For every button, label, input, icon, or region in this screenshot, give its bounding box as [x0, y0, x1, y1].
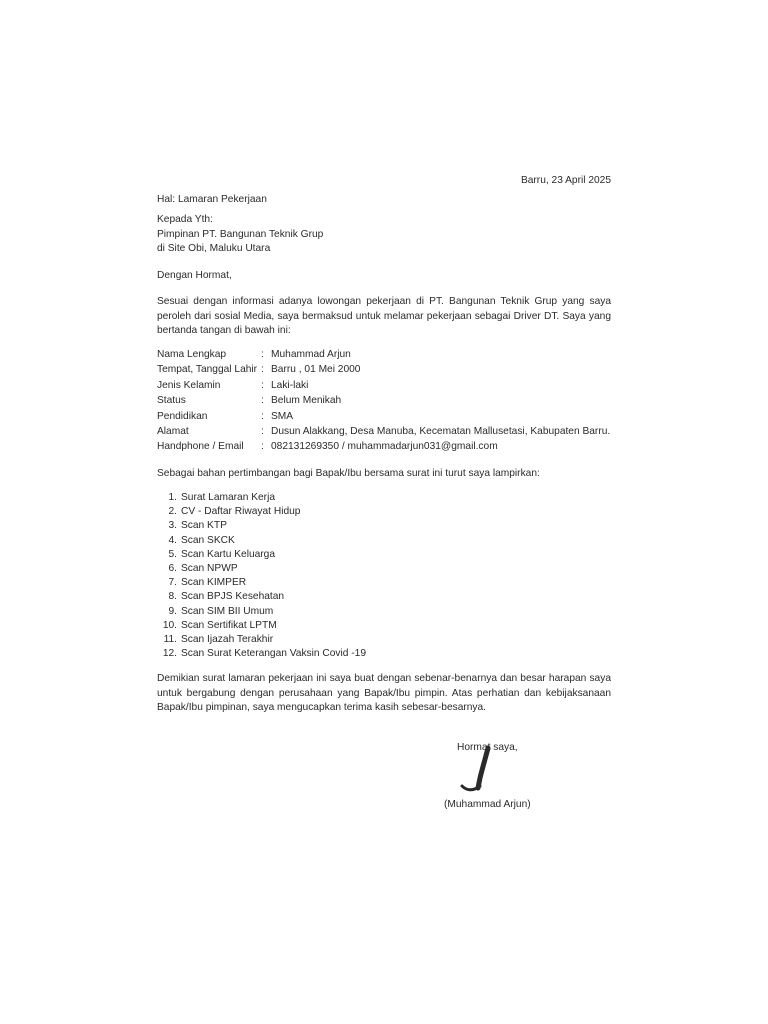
identity-value: Dusun Alakkang, Desa Manuba, Kecematan Mallusetasi, Kabupaten Barru. — [271, 425, 611, 437]
attachment-text: Scan SIM BII Umum — [181, 605, 274, 617]
attachment-number: 10. — [162, 619, 177, 631]
recipient-line: di Site Obi, Maluku Utara — [157, 243, 271, 254]
identity-row — [157, 394, 610, 409]
identity-row — [157, 379, 610, 394]
attachment-item — [157, 576, 366, 590]
attachment-number: 9. — [168, 605, 177, 617]
intro-paragraph: Sesuai dengan informasi adanya lowongan pekerjaan di PT. Bangunan Teknik Grup yang saya peroleh dari sosial Media, saya bermaksud untuk melamar pekerjaan sebagai Driver DT. Saya yang bertanda tangan di bawah ini: — [157, 296, 611, 336]
identity-separator: : — [261, 379, 264, 391]
attachment-text: Scan Ijazah Terakhir — [181, 633, 274, 645]
attachment-text: Scan Sertifikat LPTM — [181, 619, 277, 631]
attachment-number: 8. — [168, 591, 177, 603]
identity-value: Belum Menikah — [271, 395, 342, 407]
identity-separator: : — [261, 441, 264, 453]
greeting: Dengan Hormat, — [157, 270, 232, 281]
identity-row — [157, 410, 610, 425]
recipient-line: Pimpinan PT. Bangunan Teknik Grup — [157, 228, 324, 240]
identity-separator: : — [261, 425, 264, 437]
identity-label: Jenis Kelamin — [157, 379, 221, 391]
attachment-item — [157, 519, 366, 533]
attachment-item — [157, 562, 366, 576]
attachment-number: 3. — [168, 520, 177, 532]
identity-separator: : — [261, 410, 264, 422]
attachment-text: Surat Lamaran Kerja — [181, 492, 276, 503]
attachment-text: Scan BPJS Kesehatan — [181, 591, 285, 603]
attachment-item — [157, 534, 366, 548]
attachment-number: 1. — [168, 492, 177, 503]
identity-value: Laki-laki — [271, 379, 309, 391]
identity-separator: : — [261, 395, 264, 407]
attachments-list — [157, 491, 366, 661]
attachment-item — [157, 548, 366, 562]
identity-label: Handphone / Email — [157, 441, 244, 453]
attachment-text: Scan Surat Keterangan Vaksin Covid -19 — [181, 648, 366, 660]
attachment-text: Scan Kartu Keluarga — [181, 548, 276, 560]
signer-name: (Muhammad Arjun) — [444, 799, 531, 810]
identity-label: Tempat, Tanggal Lahir — [157, 364, 258, 376]
closing-salutation: Hormat saya, — [457, 742, 518, 753]
signature-image — [456, 744, 506, 796]
identity-value: 082131269350 / muhammadarjun031@gmail.com — [271, 441, 498, 453]
attachment-item — [157, 505, 366, 519]
attachment-item — [157, 619, 366, 633]
attachment-number: 5. — [168, 548, 177, 560]
attachment-number: 7. — [168, 577, 177, 589]
identity-table — [157, 348, 610, 456]
attachment-number: 6. — [168, 562, 177, 574]
attachment-text: Scan KTP — [181, 520, 227, 532]
attachment-item — [157, 605, 366, 619]
identity-separator: : — [261, 349, 264, 360]
identity-label: Nama Lengkap — [157, 349, 227, 360]
attachment-number: 12. — [162, 648, 177, 660]
identity-value: Muhammad Arjun — [271, 349, 351, 360]
attachment-item — [157, 633, 366, 647]
attachments-intro: Sebagai bahan pertimbangan bagi Bapak/Ibu bersama surat ini turut saya lampirkan: — [157, 468, 540, 479]
attachment-number: 4. — [168, 534, 177, 546]
attachment-text: Scan NPWP — [181, 562, 238, 574]
attachment-number: 11. — [163, 633, 177, 645]
identity-row — [157, 440, 610, 455]
recipient-block — [157, 213, 323, 257]
recipient-line: Kepada Yth: — [157, 214, 213, 225]
identity-label: Pendidikan — [157, 410, 208, 422]
identity-row — [157, 363, 610, 378]
letter-date: Barru, 23 April 2025 — [520, 175, 611, 186]
attachment-text: Scan SKCK — [181, 534, 235, 546]
attachment-number: 2. — [168, 506, 177, 518]
identity-row — [157, 348, 610, 363]
identity-label: Status — [157, 395, 186, 407]
identity-row — [157, 425, 610, 440]
attachment-item — [157, 491, 366, 505]
identity-value: Barru , 01 Mei 2000 — [271, 364, 361, 376]
identity-label: Alamat — [157, 425, 189, 437]
identity-separator: : — [261, 364, 264, 376]
letter-subject: Hal: Lamaran Pekerjaan — [157, 194, 267, 205]
attachment-text: Scan KIMPER — [181, 577, 247, 589]
attachment-text: CV - Daftar Riwayat Hidup — [181, 506, 301, 518]
identity-value: SMA — [271, 410, 294, 422]
closing-paragraph: Demikian surat lamaran pekerjaan ini saya buat dengan sebenar-benarnya dan besar harapan saya untuk bergabung dengan perusahaan yang Bapak/Ibu pimpin. Atas perhatian dan kebijaksanaan Bapak/Ibu pimpinan, saya mengucapkan terima kasih sebesar-besarnya. — [157, 673, 611, 713]
attachment-item — [157, 590, 366, 604]
attachment-item — [157, 647, 366, 661]
